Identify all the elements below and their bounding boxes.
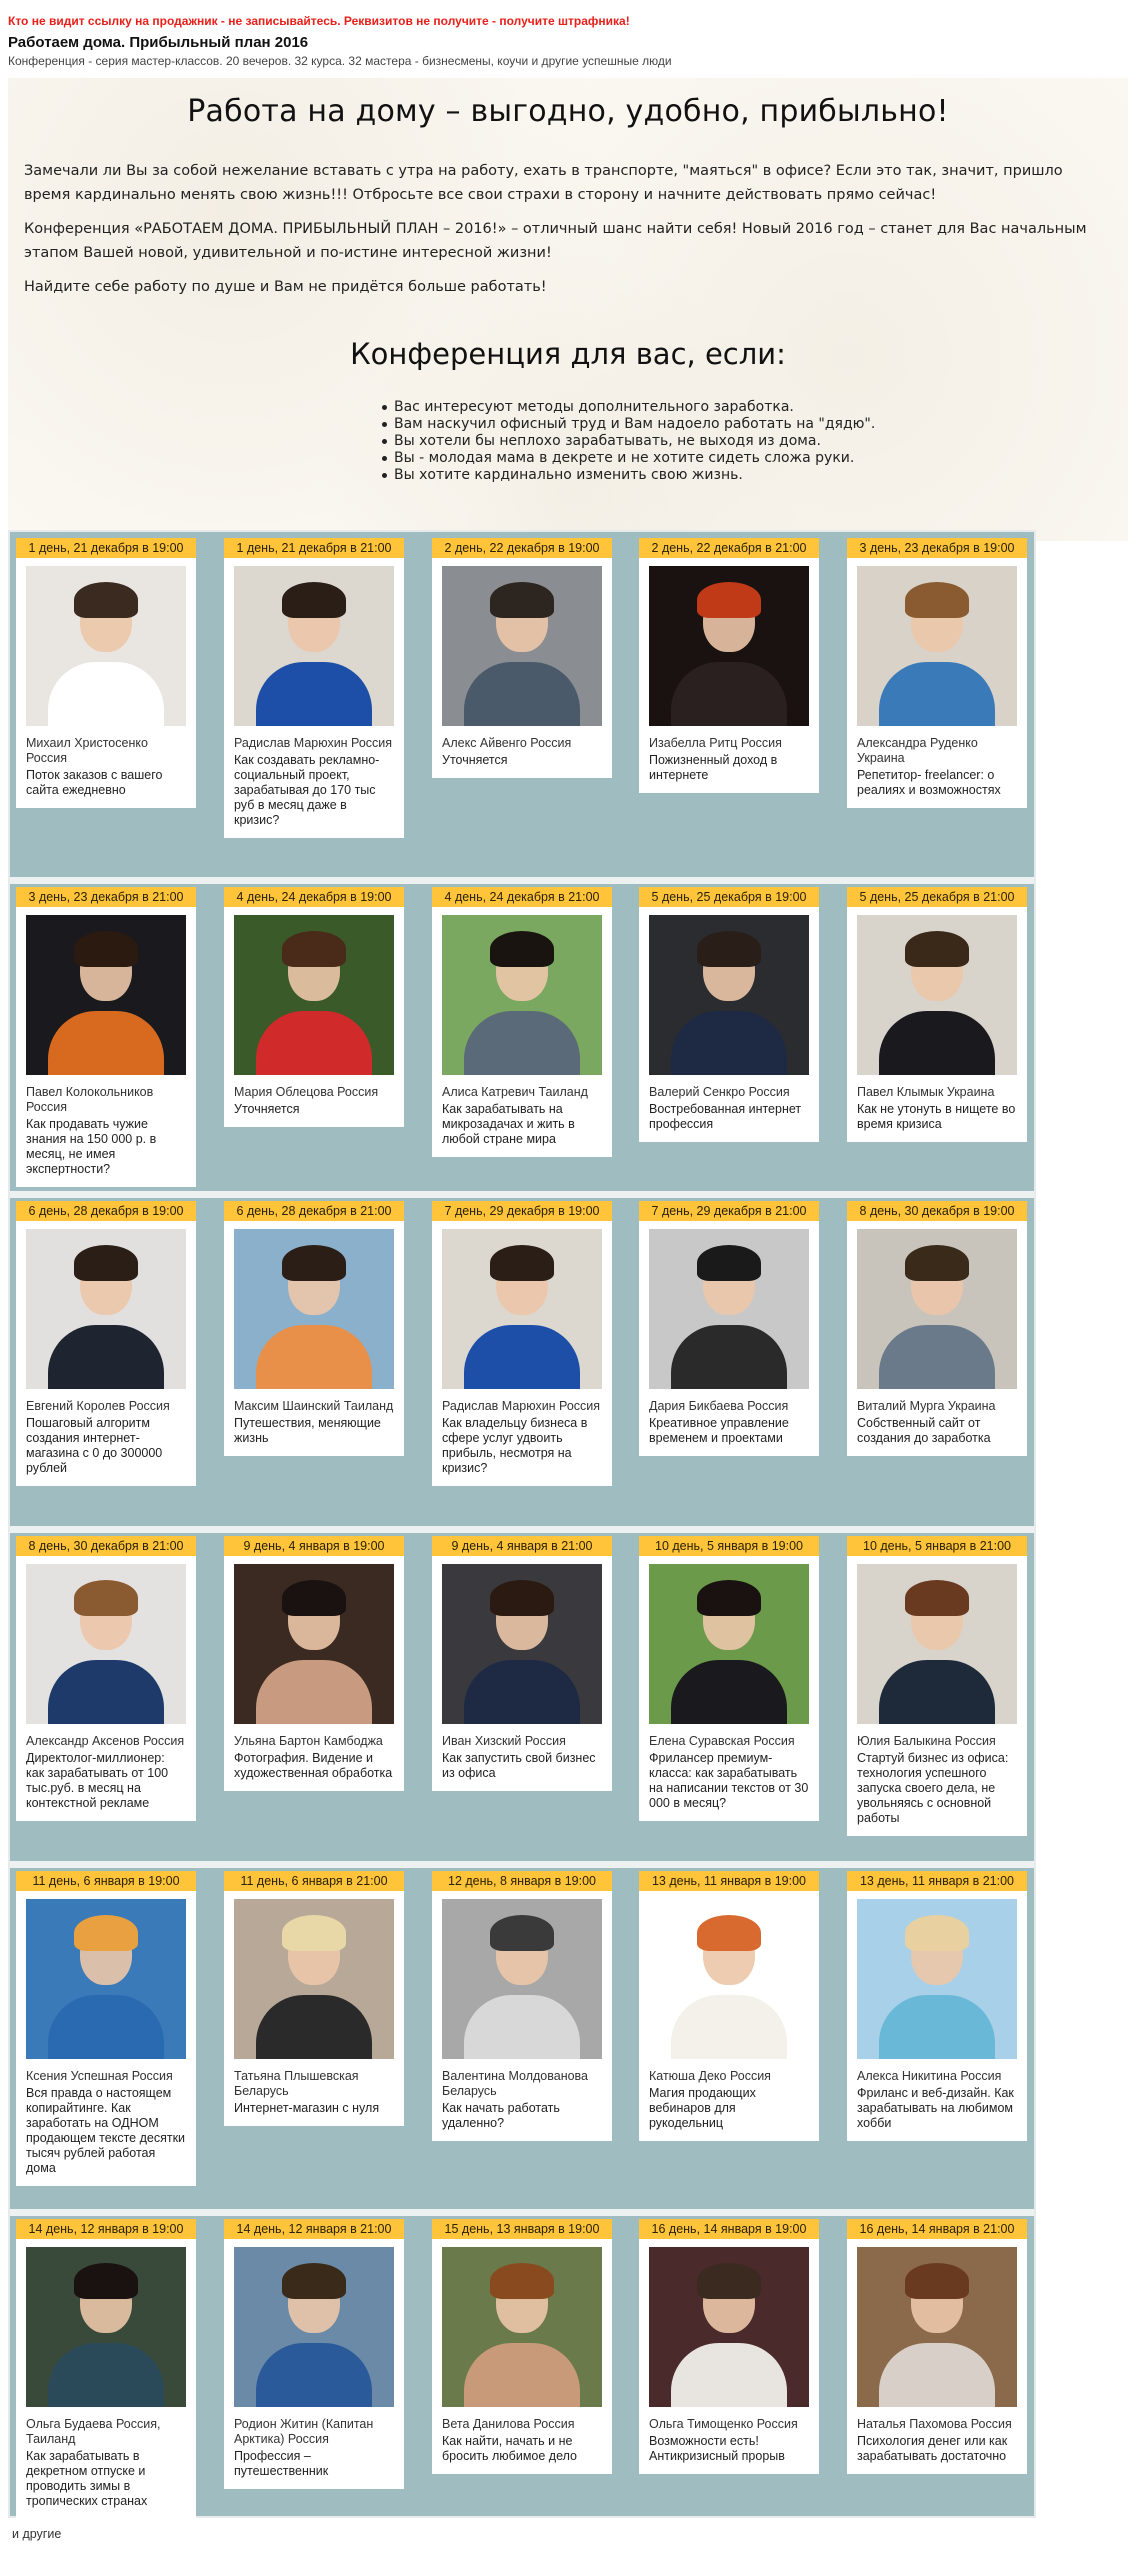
photo-torso-shape [48,1660,164,1724]
photo-torso-shape [256,1995,372,2059]
speaker-topic: Пошаговый алгоритм создания интернет-магазина с 0 до 300000 рублей [26,1416,163,1475]
site-title[interactable]: Работаем дома. Прибыльный план 2016 [8,34,309,51]
hero-heading: Работа на дому – выгодно, удобно, прибыльно! [187,94,949,129]
session-date: 7 день, 29 декабря в 19:00 [432,1201,612,1221]
speaker-topic: Как зарабатывать на микрозадачах и жить в любой стране мира [442,1102,575,1146]
photo-torso-shape [48,1011,164,1075]
speaker-topic: Путешествия, меняющие жизнь [234,1416,381,1445]
speaker-topic: Стартуй бизнес из офиса: технология успешного запуска своего дела, не увольняясь с основной работы [857,1751,1009,1825]
speaker-photo[interactable] [857,1564,1017,1724]
photo-torso-shape [464,1325,580,1389]
photo-hair-shape [697,1580,761,1616]
speaker-topic: Как начать работать удаленно? [442,2101,560,2130]
speaker-card[interactable] [847,538,1027,808]
speaker-schedule-grid [8,530,1036,2518]
hero-paragraph-2: Конференция «РАБОТАЕМ ДОМА. ПРИБЫЛЬНЫЙ ПЛАН – 2016!» – отличный шанс найти себя! Новый 2016 год – станет для Вас начальным этапом Вашей новой, удивительной и по-истине интересной жизни! [24,221,1087,261]
photo-hair-shape [490,582,554,618]
speaker-card[interactable] [639,2219,819,2474]
speaker-topic: Как запустить свой бизнес из офиса [442,1751,596,1780]
speaker-photo[interactable] [649,2247,809,2407]
photo-hair-shape [697,582,761,618]
speaker-photo[interactable] [442,1229,602,1389]
speaker-name: Татьяна Плышевская Беларусь [234,2069,359,2098]
speaker-photo[interactable] [26,1564,186,1724]
speaker-card[interactable] [16,887,196,1187]
photo-torso-shape [671,1660,787,1724]
photo-hair-shape [74,582,138,618]
session-date: 11 день, 6 января в 19:00 [16,1871,196,1891]
photo-hair-shape [282,931,346,967]
photo-hair-shape [490,1915,554,1951]
photo-hair-shape [74,2263,138,2299]
photo-hair-shape [697,2263,761,2299]
photo-hair-shape [490,1245,554,1281]
speaker-card[interactable] [432,538,612,778]
speaker-photo[interactable] [649,566,809,726]
speaker-topic: Вся правда о настоящем копирайтинге. Как заработать на ОДНОМ продающем тексте десятки тысяч рублей работая дома [26,2086,186,2175]
speaker-name: Дария Бикбаева Россия [649,1399,789,1413]
speaker-name: Валерий Сенкро Россия [649,1085,790,1099]
row-separator [10,1526,1034,1533]
photo-torso-shape [671,1995,787,2059]
photo-torso-shape [464,1660,580,1724]
photo-torso-shape [464,1995,580,2059]
speaker-name: Елена Суравская Россия [649,1734,795,1748]
speaker-topic: Как зарабатывать в декретном отпуске и проводить зимы в тропических странах [26,2449,148,2508]
speaker-photo[interactable] [234,2247,394,2407]
speaker-photo[interactable] [442,915,602,1075]
speaker-photo[interactable] [857,1899,1017,2059]
row-separator [10,877,1034,884]
photo-hair-shape [490,1580,554,1616]
speaker-name: Ульяна Бартон Камбоджа [234,1734,383,1748]
speaker-photo[interactable] [26,2247,186,2407]
session-date: 2 день, 22 декабря в 21:00 [639,538,819,558]
speaker-topic: Профессия – путешественник [234,2449,329,2478]
speaker-topic: Фотография. Видение и художественная обработка [234,1751,393,1780]
speaker-name: Павел Клымык Украина [857,1085,995,1099]
photo-torso-shape [671,2343,787,2407]
speaker-photo[interactable] [26,566,186,726]
speaker-photo[interactable] [649,915,809,1075]
speaker-name: Валентина Молдованова Беларусь [442,2069,589,2098]
speaker-name: Юлия Балыкина Россия [857,1734,996,1748]
speaker-name: Алиса Катревич Таиланд [442,1085,588,1099]
speaker-card[interactable] [847,1536,1027,1836]
speaker-card[interactable] [16,2219,196,2519]
speaker-name: Виталий Мурга Украина [857,1399,996,1413]
speaker-photo[interactable] [442,2247,602,2407]
speaker-topic: Креативное управление временем и проектами [649,1416,789,1445]
speaker-name: Максим Шаинский Таиланд [234,1399,394,1413]
row-separator [10,1191,1034,1198]
photo-torso-shape [48,1995,164,2059]
speaker-card[interactable] [224,1871,404,2126]
session-date: 14 день, 12 января в 19:00 [16,2219,196,2239]
photo-torso-shape [879,662,995,726]
hero-section [8,78,1128,541]
session-date: 6 день, 28 декабря в 21:00 [224,1201,404,1221]
speaker-name: Ксения Успешная Россия [26,2069,173,2083]
photo-torso-shape [879,1660,995,1724]
photo-torso-shape [256,662,372,726]
speaker-topic: Как продавать чужие знания на 150 000 р. в месяц, не имея экспертности? [26,1117,157,1176]
speaker-card[interactable] [639,1536,819,1821]
top-bar [0,0,1136,68]
speaker-photo[interactable] [857,2247,1017,2407]
photo-hair-shape [74,1245,138,1281]
session-date: 10 день, 5 января в 21:00 [847,1536,1027,1556]
speaker-photo[interactable] [234,1899,394,2059]
speaker-photo[interactable] [234,566,394,726]
speaker-topic: Психология денег или как зарабатывать достаточно [857,2434,1008,2463]
speaker-card[interactable] [224,1201,404,1456]
session-date: 16 день, 14 января в 21:00 [847,2219,1027,2239]
speaker-topic: Как создавать рекламно-социальный проект, зарабатывая до 170 тыс руб в месяц даже в кризис? [234,753,380,827]
session-date: 8 день, 30 декабря в 19:00 [847,1201,1027,1221]
photo-hair-shape [490,2263,554,2299]
session-date: 9 день, 4 января в 19:00 [224,1536,404,1556]
session-date: 13 день, 11 января в 19:00 [639,1871,819,1891]
speaker-photo[interactable] [26,1229,186,1389]
photo-torso-shape [671,662,787,726]
photo-hair-shape [74,1915,138,1951]
photo-hair-shape [282,1245,346,1281]
audience-item: Вас интересуют методы дополнительного заработка. [382,399,1128,416]
speaker-card[interactable] [639,1201,819,1456]
speaker-name: Ольга Будаева Россия, Таиланд [26,2417,161,2446]
session-date: 4 день, 24 декабря в 21:00 [432,887,612,907]
session-date: 5 день, 25 декабря в 19:00 [639,887,819,907]
speaker-topic: Интернет-магазин с нуля [234,2101,380,2115]
speaker-topic: Пожизненный доход в интернете [649,753,778,782]
session-date: 2 день, 22 декабря в 19:00 [432,538,612,558]
session-date: 5 день, 25 декабря в 21:00 [847,887,1027,907]
session-date: 7 день, 29 декабря в 21:00 [639,1201,819,1221]
speaker-name: Алекса Никитина Россия [857,2069,1002,2083]
photo-torso-shape [256,2343,372,2407]
audience-item: Вы хотите кардинально изменить свою жизнь. [382,467,1128,484]
speaker-name: Михаил Христосенко Россия [26,736,148,765]
session-date: 10 день, 5 января в 19:00 [639,1536,819,1556]
photo-torso-shape [464,1011,580,1075]
speaker-name: Александра Руденко Украина [857,736,978,765]
photo-hair-shape [697,1245,761,1281]
speaker-card[interactable] [639,538,819,793]
photo-torso-shape [879,1995,995,2059]
photo-hair-shape [905,1245,969,1281]
session-date: 15 день, 13 января в 19:00 [432,2219,612,2239]
speaker-card[interactable] [224,2219,404,2489]
footer-note: и другие [12,2527,62,2541]
session-date: 3 день, 23 декабря в 19:00 [847,538,1027,558]
hero-paragraph-1: Замечали ли Вы за собой нежелание вставать с утра на работу, ехать в транспорте, "маяться" в офисе? Если это так, значит, пришло время кардинально менять свою жизнь!!! Отбросьте все свои страхи в сторону и начните действовать прямо сейчас! [24,163,1063,203]
session-date: 11 день, 6 января в 21:00 [224,1871,404,1891]
photo-torso-shape [879,1011,995,1075]
speaker-photo[interactable] [649,1229,809,1389]
speaker-photo[interactable] [442,1564,602,1724]
photo-hair-shape [697,1915,761,1951]
speaker-card[interactable] [847,887,1027,1142]
speaker-photo[interactable] [857,915,1017,1075]
speaker-photo[interactable] [857,566,1017,726]
session-date: 14 день, 12 января в 21:00 [224,2219,404,2239]
speaker-card[interactable] [432,1536,612,1791]
speaker-topic: Уточняется [234,1102,300,1116]
speaker-card[interactable] [16,1201,196,1486]
speaker-photo[interactable] [26,915,186,1075]
photo-torso-shape [464,662,580,726]
speaker-name: Алекс Айвенго Россия [442,736,572,750]
speaker-card[interactable] [639,1871,819,2141]
photo-torso-shape [879,2343,995,2407]
photo-torso-shape [879,1325,995,1389]
speaker-topic: Поток заказов с вашего сайта ежедневно [26,768,163,797]
speaker-name: Евгений Королев Россия [26,1399,170,1413]
speaker-card[interactable] [224,887,404,1127]
photo-torso-shape [671,1325,787,1389]
session-date: 6 день, 28 декабря в 19:00 [16,1201,196,1221]
speaker-photo[interactable] [857,1229,1017,1389]
session-date: 16 день, 14 января в 19:00 [639,2219,819,2239]
speaker-name: Изабелла Ритц Россия [649,736,782,750]
speaker-topic: Фрилансер премиум-класса: как зарабатывать на написании текстов от 30 000 в месяц? [649,1751,809,1810]
photo-hair-shape [905,582,969,618]
audience-item: Вам наскучил офисный труд и Вам надоело работать на "дядю". [382,416,1128,433]
speaker-name: Мария Облецова Россия [234,1085,379,1099]
photo-hair-shape [905,1580,969,1616]
speaker-topic: Как не утонуть в нищете во время кризиса [857,1102,1016,1131]
speaker-name: Катюша Деко Россия [649,2069,771,2083]
speaker-topic: Фриланс и веб-дизайн. Как зарабатывать на любимом хобби [857,2086,1014,2130]
speaker-name: Радислав Марюхин Россия [442,1399,601,1413]
speaker-name: Родион Житин (Капитан Арктика) Россия [234,2417,374,2446]
speaker-card[interactable] [847,2219,1027,2474]
session-date: 12 день, 8 января в 19:00 [432,1871,612,1891]
speaker-name: Иван Хизский Россия [442,1734,566,1748]
speaker-card[interactable] [432,1201,612,1486]
speaker-card[interactable] [432,2219,612,2474]
hero-paragraph-3: Найдите себе работу по душе и Вам не придётся больше работать! [24,279,547,295]
speaker-photo[interactable] [442,566,602,726]
audience-heading: Конференция для вас, если: [350,337,786,371]
photo-hair-shape [905,2263,969,2299]
speaker-card[interactable] [224,1536,404,1791]
photo-torso-shape [256,1325,372,1389]
speaker-topic: Как найти, начать и не бросить любимое дело [442,2434,578,2463]
session-date: 8 день, 30 декабря в 21:00 [16,1536,196,1556]
session-date: 1 день, 21 декабря в 19:00 [16,538,196,558]
speaker-photo[interactable] [649,1564,809,1724]
speaker-card[interactable] [224,538,404,838]
photo-hair-shape [74,1580,138,1616]
photo-torso-shape [256,1660,372,1724]
speaker-topic: Возможности есть! Антикризисный прорыв [649,2434,785,2463]
speaker-name: Александр Аксенов Россия [26,1734,185,1748]
speaker-topic: Репетитор- freelancer: о реалиях и возможностях [857,768,1001,797]
speaker-name: Павел Колокольников Россия [26,1085,154,1114]
photo-hair-shape [74,931,138,967]
photo-hair-shape [905,931,969,967]
speaker-topic: Востребованная интернет профессия [649,1102,802,1131]
speaker-photo[interactable] [649,1899,809,2059]
speaker-photo[interactable] [234,1229,394,1389]
photo-hair-shape [282,1915,346,1951]
speaker-card[interactable] [16,1871,196,2186]
photo-hair-shape [282,582,346,618]
speaker-card[interactable] [847,1201,1027,1456]
speaker-name: Радислав Марюхин Россия [234,736,393,750]
speaker-topic: Директолог-миллионер: как зарабатывать от 100 тыс.руб. в месяц на контекстной рекламе [26,1751,169,1810]
audience-item: Вы хотели бы неплохо зарабатывать, не выходя из дома. [382,433,1128,450]
photo-torso-shape [48,662,164,726]
row-separator [10,2209,1034,2216]
audience-list [382,399,1128,484]
session-date: 3 день, 23 декабря в 21:00 [16,887,196,907]
speaker-name: Ольга Тимощенко Россия [649,2417,798,2431]
photo-hair-shape [490,931,554,967]
speaker-topic: Уточняется [442,753,508,767]
photo-torso-shape [671,1011,787,1075]
photo-torso-shape [48,1325,164,1389]
speaker-card[interactable] [16,538,196,808]
session-date: 13 день, 11 января в 21:00 [847,1871,1027,1891]
photo-torso-shape [464,2343,580,2407]
photo-hair-shape [282,2263,346,2299]
session-date: 4 день, 24 декабря в 19:00 [224,887,404,907]
session-date: 1 день, 21 декабря в 21:00 [224,538,404,558]
speaker-card[interactable] [432,1871,612,2141]
site-subtitle: Конференция - серия мастер-классов. 20 вечеров. 32 курса. 32 мастера - бизнесмены, коучи и другие успешные люди [8,54,672,68]
speaker-photo[interactable] [26,1899,186,2059]
photo-torso-shape [48,2343,164,2407]
speaker-topic: Собственный сайт от создания до заработка [857,1416,991,1445]
speaker-card[interactable] [639,887,819,1142]
row-separator [10,1861,1034,1868]
speaker-card[interactable] [847,1871,1027,2141]
photo-hair-shape [905,1915,969,1951]
speaker-topic: Магия продающих вебинаров для рукодельниц [649,2086,756,2130]
speaker-name: Вета Данилова Россия [442,2417,575,2431]
warning-text: Кто не видит ссылку на продажник - не записывайтесь. Реквизитов не получите - получите штрафника! [8,14,630,28]
audience-item: Вы - молодая мама в декрете и не хотите сидеть сложа руки. [382,450,1128,467]
speaker-name: Наталья Пахомова Россия [857,2417,1012,2431]
speaker-topic: Как владельцу бизнеса в сфере услуг удвоить прибыль, несмотря на кризис? [442,1416,588,1475]
speaker-photo[interactable] [234,1564,394,1724]
speaker-photo[interactable] [442,1899,602,2059]
session-date: 9 день, 4 января в 21:00 [432,1536,612,1556]
speaker-card[interactable] [16,1536,196,1821]
photo-hair-shape [282,1580,346,1616]
speaker-card[interactable] [432,887,612,1157]
photo-torso-shape [256,1011,372,1075]
photo-hair-shape [697,931,761,967]
speaker-photo[interactable] [234,915,394,1075]
